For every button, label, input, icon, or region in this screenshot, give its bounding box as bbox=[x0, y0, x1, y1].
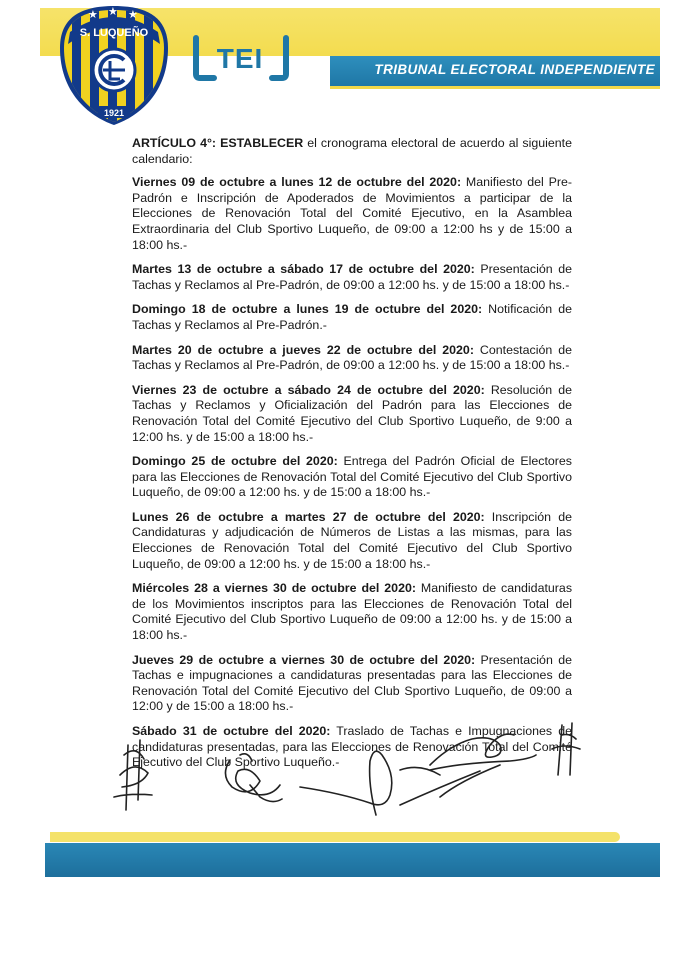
club-arc-text: S. LUQUEÑO bbox=[79, 27, 149, 39]
star-icon: ★ bbox=[108, 6, 118, 18]
entry-text: Presentación de Tachas e impugnaciones a candidaturas presentadas para las Elecciones de Renovación Total del Comité Ejecutivo del Club Sportivo Luqueño, de 09:00 a 12:00 y de 15:00 a 18:00 hs.- bbox=[132, 652, 573, 714]
entry-date: Martes 20 de octubre a jueves 22 de octubre del 2020: bbox=[132, 342, 474, 357]
schedule-entry bbox=[132, 343, 572, 374]
entry-date: Miércoles 28 a viernes 30 de octubre del 2020: bbox=[132, 581, 416, 596]
entry-date: Domingo 18 de octubre a lunes 19 de octubre del 2020: bbox=[132, 302, 483, 317]
club-year: 1921 bbox=[103, 108, 125, 118]
entry-text: Manifiesto del Pre-Padrón e Inscripción de Apoderados de Movimientos a participar de la Elecciones de Renovación Total del Comité Ejecutivo, en la Asamblea Extraordinaria del Club Sportivo Luqueño, de 09:00 a 12:00 hs y de 15:00 a 18:00 hs.- bbox=[132, 175, 572, 252]
entry-date: Jueves 29 de octubre a viernes 30 de octubre del 2020: bbox=[132, 652, 476, 667]
signature-1 bbox=[114, 740, 152, 810]
entry-date: Viernes 09 de octubre a lunes 12 de octubre del 2020: bbox=[132, 175, 462, 190]
entry-date: Martes 13 de octubre a sábado 17 de octubre del 2020: bbox=[132, 262, 475, 277]
tei-mark: TEI bbox=[216, 43, 264, 74]
entry-text: Resolución de Tachas y Reclamos y Oficialización del Padrón para las Elecciones de Renovación Total del Comité Ejecutivo del Club Sportivo Luqueño, de 9:00 a 12:00 hs. y de 15:00 a 18:00 hs.- bbox=[132, 382, 572, 444]
schedule-entry bbox=[132, 175, 572, 253]
signature-3 bbox=[300, 751, 440, 815]
star-icon: ★ bbox=[88, 9, 98, 21]
entry-text: Manifiesto de candidaturas de los Movimientos inscriptos para las Elecciones de Renovación Total del Comité Ejecutivo del Club Sportivo Luqueño de 09:00 a 12:00 hs. y de 15:00 a 18:00 hs.- bbox=[132, 581, 573, 643]
signature-5 bbox=[552, 723, 580, 775]
signatures bbox=[100, 715, 600, 825]
schedule-entry bbox=[132, 302, 572, 333]
document-body bbox=[132, 136, 572, 780]
article-intro bbox=[132, 136, 572, 167]
footer-yellow-band bbox=[50, 832, 620, 842]
letterhead bbox=[0, 0, 690, 130]
entry-date: Sábado 31 de octubre del 2020: bbox=[132, 724, 331, 738]
schedule-entry bbox=[132, 262, 572, 293]
article-intro-text: el cronograma electoral de acuerdo al siguiente calendario: bbox=[132, 136, 572, 166]
schedule-entry bbox=[132, 510, 572, 572]
entry-text: Entrega del Padrón Oficial de Electores para las Elecciones de Renovación Total del Comité Ejecutivo del Club Sportivo Luqueño, de 09:00 a 12:00 hs. y de 15:00 a 18:00 hs.- bbox=[132, 454, 573, 500]
star-icon: ★ bbox=[128, 9, 138, 21]
entry-text: Presentación de Tachas y Reclamos al Pre-Padrón, de 09:00 a 12:00 hs. y de 15:00 a 18:00 hs.- bbox=[132, 262, 572, 292]
schedule-entry bbox=[132, 653, 572, 715]
entry-date: Domingo 25 de octubre del 2020: bbox=[132, 454, 338, 469]
entry-text: Traslado de Tachas e Impugnaciones de candidaturas presentadas, para las Elecciones de Renovación Total del Comité Ejecutivo del Club Sportivo Luqueño.- bbox=[132, 724, 572, 770]
signature-2 bbox=[225, 754, 282, 802]
entry-text: Inscripción de Candidaturas y adjudicación de Números de Listas a las mismas, para las Elecciones de Renovación Total del Comité Ejecutivo del Club Sportivo Luqueño, de 09:00 a 12:00 hs. y de 15:00 a 18:00 hs.- bbox=[132, 509, 572, 571]
entry-date: Lunes 26 de octubre a martes 27 de octubre del 2020: bbox=[132, 509, 485, 524]
entry-text: Notificación de Tachas y Reclamos al Pre-Padrón.- bbox=[132, 302, 573, 332]
entry-date: Viernes 23 de octubre a sábado 24 de octubre del 2020: bbox=[132, 382, 485, 397]
schedule-entry bbox=[132, 454, 572, 501]
footer-blue-band bbox=[45, 843, 660, 877]
article-heading: ARTÍCULO 4°: ESTABLECER bbox=[132, 136, 304, 150]
club-shield-logo bbox=[58, 4, 170, 126]
schedule-entry bbox=[132, 383, 572, 445]
tei-logo bbox=[190, 34, 300, 82]
signature-4 bbox=[400, 734, 536, 805]
tribunal-name: TRIBUNAL ELECTORAL INDEPENDIENTE bbox=[374, 62, 655, 77]
schedule-entry bbox=[132, 581, 572, 643]
entry-text: Contestación de Tachas y Reclamos al Pre-Padrón, de 09:00 a 12:00 hs. y de 15:00 a 18:00 hs.- bbox=[132, 342, 572, 373]
